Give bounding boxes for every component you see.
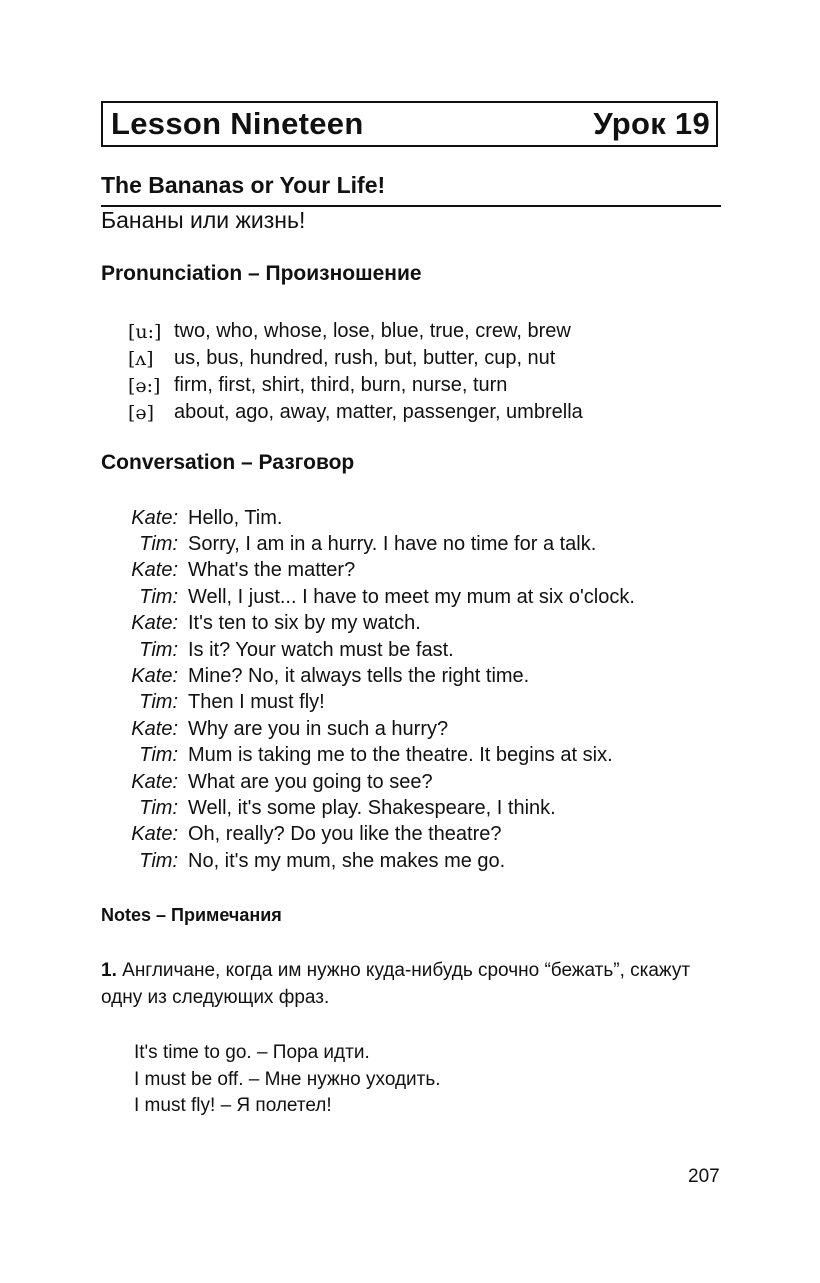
- utterance: Oh, really? Do you like the theatre?: [188, 823, 502, 846]
- notes-heading: Notes – Примечания: [101, 905, 282, 925]
- dialogue-line: [110, 531, 635, 557]
- utterance: What are you going to see?: [188, 770, 433, 793]
- dialogue-line: [110, 558, 635, 584]
- note-text: Англичане, когда им нужно куда-нибудь срочно “бежать”, скажут одну из следующих фраз.: [101, 960, 691, 1008]
- utterance: Hello, Tim.: [188, 506, 283, 529]
- dialogue-line: [110, 663, 635, 689]
- pronunciation-row: [128, 318, 583, 345]
- dialogue-line: [110, 584, 635, 610]
- speaker-name: Kate:: [131, 665, 178, 688]
- note-number: 1.: [101, 960, 117, 981]
- note-phrases: [134, 1040, 441, 1120]
- speaker-name: Kate:: [131, 506, 178, 529]
- speaker-name: Tim:: [139, 849, 178, 872]
- utterance: Sorry, I am in a hurry. I have no time for a talk.: [188, 533, 597, 556]
- speaker-name: Tim:: [139, 691, 178, 714]
- speaker-name: Tim:: [139, 585, 178, 608]
- dialogue-line: [110, 716, 635, 742]
- dialogue-line: [110, 505, 635, 531]
- lesson-header-box: [101, 101, 718, 147]
- pronunciation-words: firm, first, shirt, third, burn, nurse, turn: [174, 374, 508, 396]
- speaker-name: Kate:: [131, 612, 178, 635]
- dialogue-line: [110, 690, 635, 716]
- note-item: [101, 957, 725, 1011]
- phonetic-symbol: [ə:]: [128, 374, 161, 397]
- speaker-name: Tim:: [139, 533, 178, 556]
- phrase-line: It's time to go. – Пора идти.: [134, 1042, 370, 1064]
- pronunciation-row: [128, 399, 583, 426]
- text-title-ru: Бананы или жизнь!: [101, 207, 306, 233]
- lesson-title-ru: Урок 19: [593, 106, 710, 141]
- pronunciation-words: us, bus, hundred, rush, but, butter, cup, nut: [174, 347, 556, 369]
- utterance: Is it? Your watch must be fast.: [188, 638, 454, 661]
- speaker-name: Tim:: [139, 638, 178, 661]
- utterance: Well, it's some play. Shakespeare, I think.: [188, 796, 556, 819]
- dialogue-line: [110, 848, 635, 874]
- utterance: Why are you in such a hurry?: [188, 717, 449, 740]
- phonetic-symbol: [ʌ]: [128, 347, 154, 370]
- dialogue-line: [110, 795, 635, 821]
- text-title-en: The Bananas or Your Life!: [101, 172, 386, 198]
- utterance: What's the matter?: [188, 559, 356, 582]
- pronunciation-words: about, ago, away, matter, passenger, umbrella: [174, 401, 583, 423]
- phrase-line: I must be off. – Мне нужно уходить.: [134, 1068, 441, 1090]
- dialogue-line: [110, 637, 635, 663]
- pronunciation-words: two, who, whose, lose, blue, true, crew, brew: [174, 320, 571, 342]
- utterance: It's ten to six by my watch.: [188, 612, 421, 635]
- speaker-name: Kate:: [131, 559, 178, 582]
- utterance: Mine? No, it always tells the right time.: [188, 665, 530, 688]
- page-number: 207: [688, 1166, 720, 1187]
- pronunciation-heading: Pronunciation – Произношение: [101, 262, 422, 285]
- lesson-title-en: Lesson Nineteen: [111, 106, 364, 141]
- dialogue-line: [110, 769, 635, 795]
- dialogue-line: [110, 743, 635, 769]
- conversation-heading: Conversation – Разговор: [101, 451, 355, 474]
- pronunciation-list: [128, 318, 583, 426]
- phonetic-symbol: [u:]: [128, 320, 162, 343]
- phonetic-symbol: [ə]: [128, 401, 155, 424]
- pronunciation-row: [128, 372, 583, 399]
- speaker-name: Tim:: [139, 796, 178, 819]
- speaker-name: Tim:: [139, 744, 178, 767]
- speaker-name: Kate:: [131, 823, 178, 846]
- utterance: Well, I just... I have to meet my mum at six o'clock.: [188, 585, 635, 608]
- conversation-dialogue: [110, 505, 635, 874]
- utterance: Then I must fly!: [188, 691, 325, 714]
- utterance: No, it's my mum, she makes me go.: [188, 849, 506, 872]
- speaker-name: Kate:: [131, 717, 178, 740]
- phrase-line: I must fly! – Я полетел!: [134, 1095, 332, 1117]
- pronunciation-row: [128, 345, 583, 372]
- speaker-name: Kate:: [131, 770, 178, 793]
- utterance: Mum is taking me to the theatre. It begins at six.: [188, 744, 613, 767]
- dialogue-line: [110, 611, 635, 637]
- dialogue-line: [110, 822, 635, 848]
